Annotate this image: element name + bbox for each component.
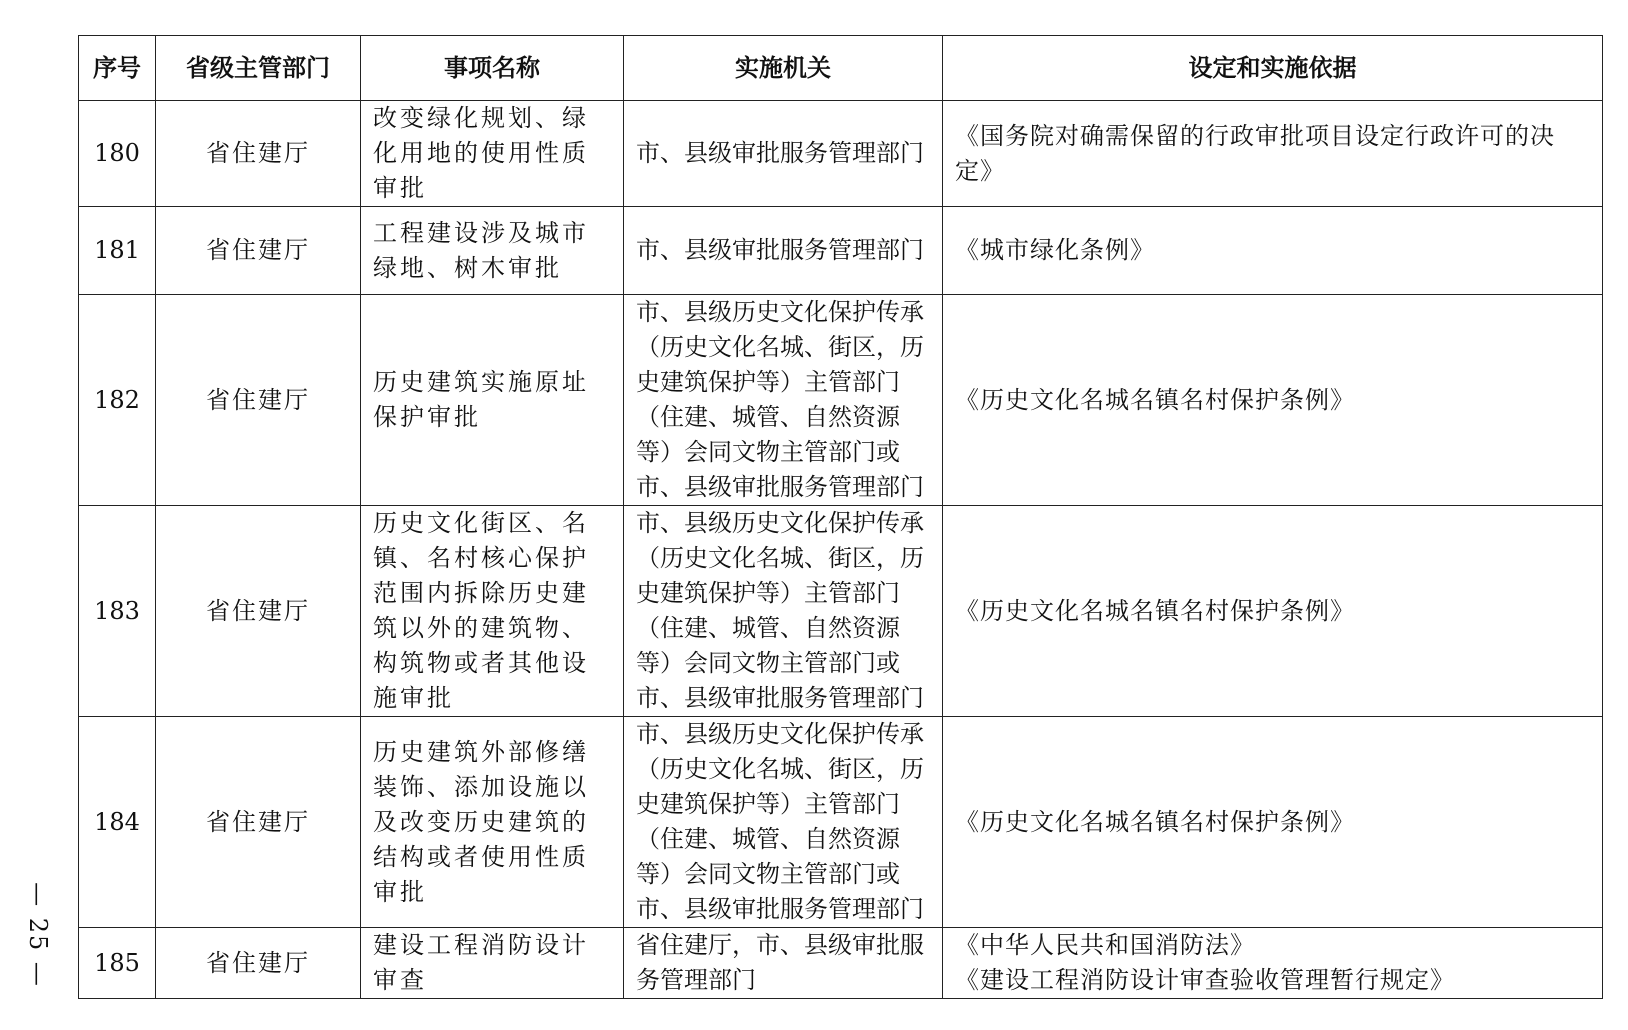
row-item-name: 历史建筑外部修缮装饰、添加设施以及改变历史建筑的结构或者使用性质审批 [361, 717, 624, 928]
page-number [24, 880, 53, 990]
row-legal-basis [943, 717, 1603, 928]
row-serial-number: 183 [79, 506, 156, 717]
table-row [79, 717, 1603, 928]
row-legal-basis [943, 928, 1603, 999]
row-legal-basis [943, 506, 1603, 717]
legal-basis-line: 《建设工程消防设计审查验收管理暂行规定》 [955, 966, 1455, 994]
row-department: 省住建厅 [156, 506, 361, 717]
row-department: 省住建厅 [156, 207, 361, 295]
row-legal-basis [943, 207, 1603, 295]
row-implementing-agency: 市、县级历史文化保护传承（历史文化名城、街区，历史建筑保护等）主管部门（住建、城管、自然资源等）会同文物主管部门或市、县级审批服务管理部门 [624, 295, 943, 506]
row-implementing-agency: 省住建厅，市、县级审批服务管理部门 [624, 928, 943, 999]
row-legal-basis [943, 295, 1603, 506]
table-row [79, 506, 1603, 717]
row-item-name: 工程建设涉及城市绿地、树木审批 [361, 207, 624, 295]
row-implementing-agency: 市、县级历史文化保护传承（历史文化名城、街区，历史建筑保护等）主管部门（住建、城管、自然资源等）会同文物主管部门或市、县级审批服务管理部门 [624, 506, 943, 717]
row-legal-basis [943, 101, 1603, 207]
legal-basis-line: 《国务院对确需保留的行政审批项目设定行政许可的决定》 [955, 121, 1555, 185]
legal-basis-line: 《历史文化名城名镇名村保护条例》 [955, 385, 1355, 414]
table-row [79, 928, 1603, 999]
row-implementing-agency: 市、县级历史文化保护传承（历史文化名城、街区，历史建筑保护等）主管部门（住建、城管、自然资源等）会同文物主管部门或市、县级审批服务管理部门 [624, 717, 943, 928]
row-serial-number: 184 [79, 717, 156, 928]
row-serial-number: 181 [79, 207, 156, 295]
row-serial-number: 180 [79, 101, 156, 207]
header-implementing-agency: 实施机关 [624, 36, 943, 101]
table-row [79, 295, 1603, 506]
table-row [79, 101, 1603, 207]
legal-basis-line: 《历史文化名城名镇名村保护条例》 [955, 807, 1355, 836]
row-serial-number: 182 [79, 295, 156, 506]
table-header-row [79, 36, 1603, 101]
row-serial-number: 185 [79, 928, 156, 999]
legal-basis-line: 《中华人民共和国消防法》 [955, 931, 1255, 959]
row-item-name: 历史建筑实施原址保护审批 [361, 295, 624, 506]
row-department: 省住建厅 [156, 717, 361, 928]
header-serial-number: 序号 [79, 36, 156, 101]
row-item-name: 历史文化街区、名镇、名村核心保护范围内拆除历史建筑以外的建筑物、构筑物或者其他设施审批 [361, 506, 624, 717]
row-implementing-agency: 市、县级审批服务管理部门 [624, 207, 943, 295]
row-item-name: 建设工程消防设计审查 [361, 928, 624, 999]
row-item-name: 改变绿化规划、绿化用地的使用性质审批 [361, 101, 624, 207]
header-legal-basis: 设定和实施依据 [943, 36, 1603, 101]
legal-basis-line: 《历史文化名城名镇名村保护条例》 [955, 596, 1355, 625]
header-provincial-department: 省级主管部门 [156, 36, 361, 101]
header-item-name: 事项名称 [361, 36, 624, 101]
row-department: 省住建厅 [156, 928, 361, 999]
row-department: 省住建厅 [156, 295, 361, 506]
legal-basis-line: 《城市绿化条例》 [955, 236, 1155, 264]
table-row [79, 207, 1603, 295]
page-number-text: — 25 — [24, 882, 53, 988]
row-department: 省住建厅 [156, 101, 361, 207]
approval-items-table [78, 35, 1603, 999]
row-implementing-agency: 市、县级审批服务管理部门 [624, 101, 943, 207]
